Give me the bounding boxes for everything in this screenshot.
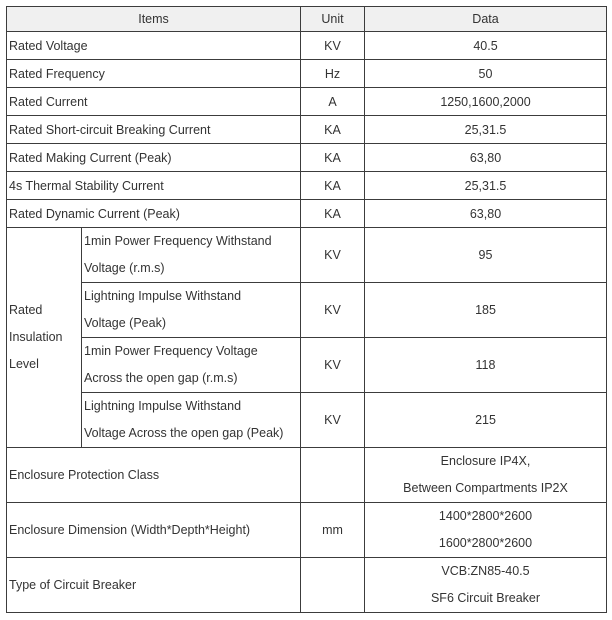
insulation-subrow-item: [82, 338, 301, 393]
row-data-line: Enclosure IP4X,: [440, 454, 531, 468]
row-unit: KA: [301, 144, 365, 172]
table-row: [7, 144, 607, 172]
table-row: [7, 172, 607, 200]
table-row: [7, 116, 607, 144]
row-unit: KA: [301, 200, 365, 228]
insulation-subrow-item: [82, 228, 301, 283]
header-data: Data: [365, 7, 607, 32]
row-data-line: 1600*2800*2600: [438, 536, 533, 550]
row-unit: KV: [301, 393, 365, 448]
insulation-group-label: [7, 228, 82, 448]
row-data: 63,80: [365, 200, 607, 228]
row-unit: KV: [301, 228, 365, 283]
subrow-item-line: Voltage Across the open gap (Peak): [84, 426, 284, 440]
insulation-label-line: Level: [9, 357, 39, 371]
row-data-line: SF6 Circuit Breaker: [430, 591, 541, 605]
table-row: [7, 88, 607, 116]
row-item: Enclosure Protection Class: [7, 448, 301, 503]
subrow-item-line: Across the open gap (r.m.s): [84, 371, 238, 385]
row-data: [365, 448, 607, 503]
specification-table: [6, 6, 607, 613]
row-item: Rated Making Current (Peak): [7, 144, 301, 172]
table-row: [7, 558, 607, 613]
row-unit: Hz: [301, 60, 365, 88]
row-data: 25,31.5: [365, 116, 607, 144]
table-row: [7, 393, 607, 448]
row-data-line: VCB:ZN85-40.5: [441, 564, 530, 578]
table-row: [7, 283, 607, 338]
row-item: Rated Frequency: [7, 60, 301, 88]
subrow-item-line: Voltage (Peak): [84, 316, 166, 330]
row-data: [365, 503, 607, 558]
header-unit: Unit: [301, 7, 365, 32]
row-unit: KV: [301, 32, 365, 60]
insulation-label-line: Rated: [9, 303, 43, 317]
table-row: [7, 32, 607, 60]
subrow-item-line: 1min Power Frequency Withstand: [84, 234, 272, 248]
row-data: 63,80: [365, 144, 607, 172]
row-item: Enclosure Dimension (Width*Depth*Height): [7, 503, 301, 558]
row-data: 95: [365, 228, 607, 283]
row-data: 215: [365, 393, 607, 448]
row-data: 1250,1600,2000: [365, 88, 607, 116]
row-data: 185: [365, 283, 607, 338]
row-item: 4s Thermal Stability Current: [7, 172, 301, 200]
row-item: Rated Dynamic Current (Peak): [7, 200, 301, 228]
row-item: Type of Circuit Breaker: [7, 558, 301, 613]
row-unit: A: [301, 88, 365, 116]
table-row: [7, 503, 607, 558]
row-data-line: Between Compartments IP2X: [403, 481, 568, 495]
insulation-subrow-item: [82, 393, 301, 448]
row-unit: KA: [301, 172, 365, 200]
table-row: [7, 60, 607, 88]
subrow-item-line: 1min Power Frequency Voltage: [84, 344, 258, 358]
row-unit: KA: [301, 116, 365, 144]
table-row: [7, 200, 607, 228]
table-row: [7, 448, 607, 503]
subrow-item-line: Lightning Impulse Withstand: [84, 289, 242, 303]
row-unit: KV: [301, 283, 365, 338]
row-data: 25,31.5: [365, 172, 607, 200]
row-data: 118: [365, 338, 607, 393]
row-unit: [301, 448, 365, 503]
row-item: Rated Short-circuit Breaking Current: [7, 116, 301, 144]
row-unit: KV: [301, 338, 365, 393]
table-row: [7, 338, 607, 393]
subrow-item-line: Voltage (r.m.s): [84, 261, 165, 275]
row-item: Rated Current: [7, 88, 301, 116]
row-data: [365, 558, 607, 613]
subrow-item-line: Lightning Impulse Withstand: [84, 399, 242, 413]
row-data-line: 1400*2800*2600: [438, 509, 533, 523]
table-row: [7, 228, 607, 283]
header-items: Items: [7, 7, 301, 32]
row-unit: mm: [301, 503, 365, 558]
row-data: 40.5: [365, 32, 607, 60]
row-item: Rated Voltage: [7, 32, 301, 60]
insulation-subrow-item: [82, 283, 301, 338]
insulation-label-line: Insulation: [9, 330, 63, 344]
row-data: 50: [365, 60, 607, 88]
table-header-row: [7, 7, 607, 32]
row-unit: [301, 558, 365, 613]
